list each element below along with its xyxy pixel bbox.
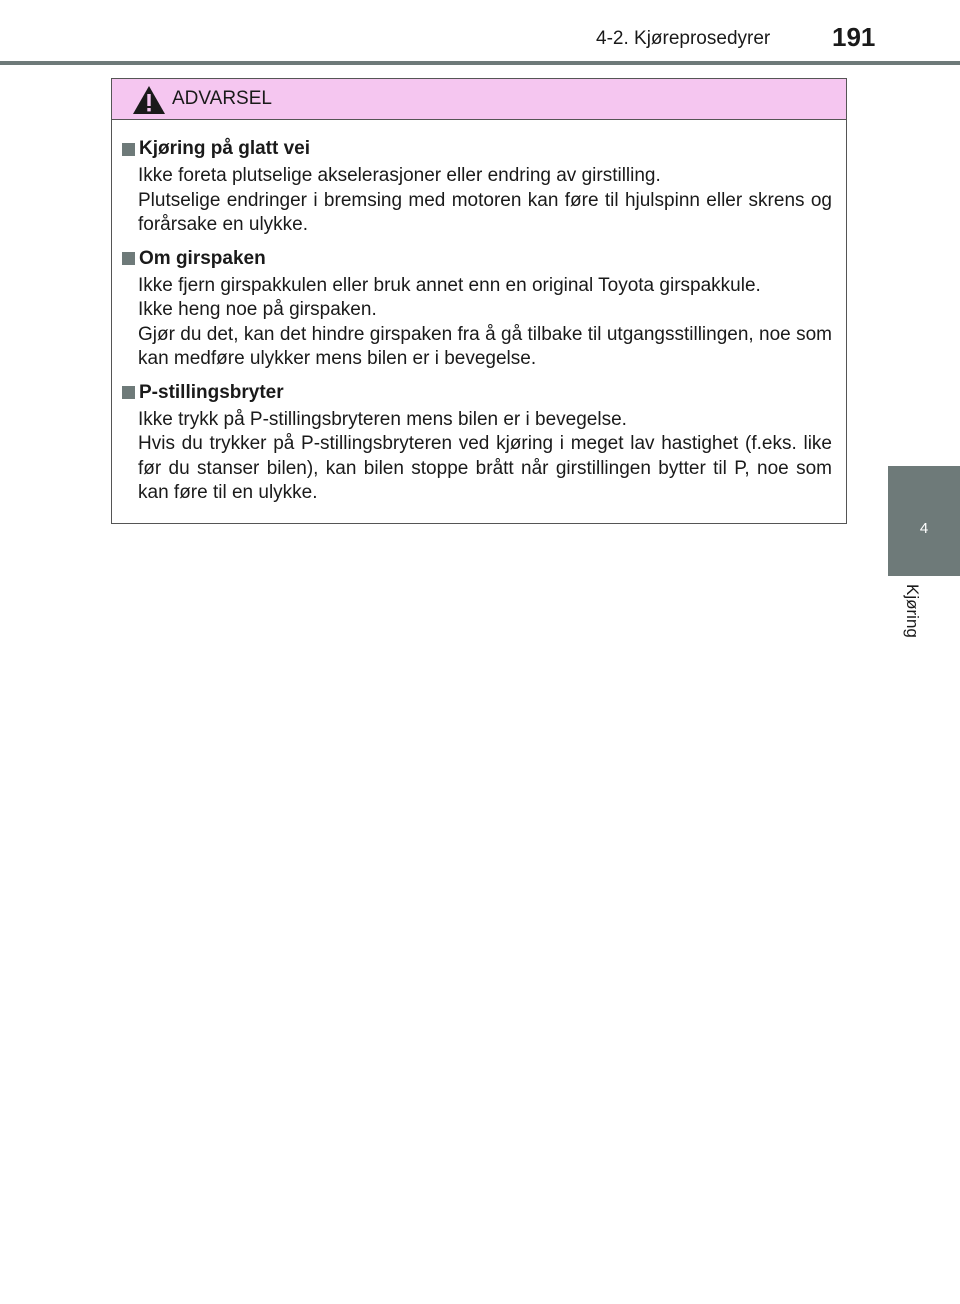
chapter-side-tab [888, 466, 960, 576]
paragraph: Gjør du det, kan det hindre girspaken fra å gå tilbake til utgangsstillingen, noe som kan medføre ulykker mens bilen er i bevegelse. [138, 323, 832, 369]
chapter-side-label [903, 584, 926, 664]
warning-triangle-icon [132, 85, 166, 115]
section-slippery-road [122, 136, 832, 238]
paragraph: Ikke heng noe på girspaken. [138, 299, 377, 320]
paragraph: Hvis du trykker på P-stillingsbryteren ved kjøring i meget lav hastighet (f.eks. like før du stanser bilen), kan bilen stoppe brått når girstillingen bytter til P, noe som kan føre til en ulykke. [138, 433, 832, 503]
square-bullet-icon [122, 252, 135, 265]
section-heading [122, 136, 832, 162]
warning-body [112, 120, 846, 506]
section-gear-lever [122, 246, 832, 372]
square-bullet-icon [122, 386, 135, 399]
section-p-position-switch [122, 380, 832, 506]
header-divider [0, 61, 960, 65]
paragraph: Ikke foreta plutselige akselerasjoner eller endring av girstilling. [138, 165, 661, 186]
chapter-label: Kjøring [903, 584, 922, 638]
section-heading-text: P-stillingsbryter [139, 381, 284, 403]
chapter-title: 4-2. Kjøreprosedyrer [596, 28, 771, 49]
warning-title: ADVARSEL [172, 88, 272, 109]
paragraph: Ikke trykk på P-stillingsbryteren mens bilen er i bevegelse. [138, 408, 627, 430]
section-heading-text: Kjøring på glatt vei [139, 138, 311, 159]
section-heading [122, 380, 832, 406]
chapter-number: 4 [919, 520, 929, 537]
warning-header [112, 79, 846, 120]
paragraph: Plutselige endringer i bremsing med motoren kan føre til hjulspinn eller skrens og forårsake en ulykke. [138, 189, 832, 235]
square-bullet-icon [122, 143, 135, 156]
section-heading [122, 246, 832, 272]
page-number: 191 [832, 22, 876, 52]
paragraph: Ikke fjern girspakkulen eller bruk annet enn en original Toyota girspakkule. [138, 274, 761, 296]
section-heading-text: Om girspaken [139, 247, 266, 269]
warning-box [111, 78, 847, 524]
